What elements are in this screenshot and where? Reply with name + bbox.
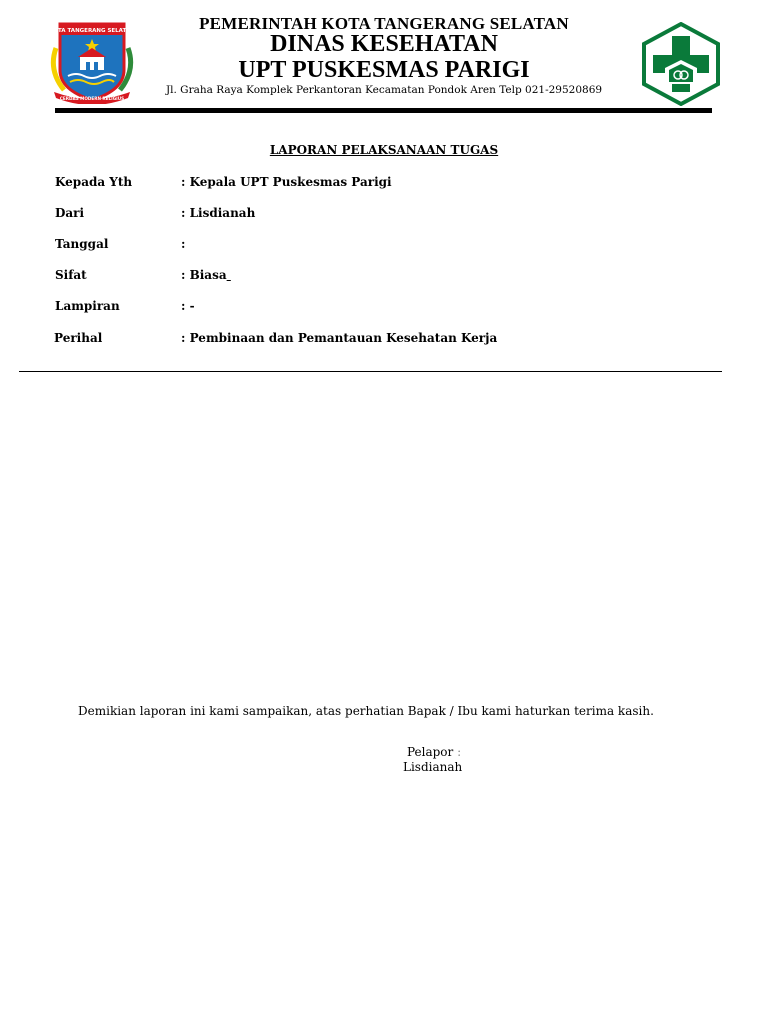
puskesmas-cross-icon	[641, 22, 721, 106]
signature-name: Lisdianah	[403, 760, 463, 774]
signature-role	[407, 745, 461, 759]
field-label-tanggal: Tanggal	[55, 237, 109, 251]
field-label-lampiran: Lampiran	[55, 299, 120, 313]
field-value-tanggal: :	[181, 237, 186, 251]
field-value-dari: : Lisdianah	[181, 206, 256, 220]
field-label-kepada: Kepada Yth	[55, 175, 133, 189]
signature-role-label: Pelapor	[407, 745, 454, 759]
field-value-lampiran: : -	[181, 299, 195, 313]
header-department-name: DINAS KESEHATAN	[270, 31, 498, 57]
field-value-sifat: : Biasa	[181, 268, 227, 282]
header-government-name: PEMERINTAH KOTA TANGERANG SELATAN	[199, 14, 569, 33]
field-label-perihal: Perihal	[54, 331, 103, 345]
svg-text:CERDAS MODERN RELIGIUS: CERDAS MODERN RELIGIUS	[59, 96, 125, 101]
section-divider	[19, 371, 722, 372]
closing-statement: Demikian laporan ini kami sampaikan, atas perhatian Bapak / Ibu kami haturkan terima kasih.	[78, 704, 654, 718]
header-divider	[55, 108, 712, 113]
field-label-sifat: Sifat	[55, 268, 87, 282]
header-address: Jl. Graha Raya Komplek Perkantoran Kecamatan Pondok Aren Telp 021-29520869	[165, 84, 603, 96]
field-label-dari: Dari	[55, 206, 85, 220]
report-title: LAPORAN PELAKSANAAN TUGAS	[269, 143, 499, 157]
header-unit-name: UPT PUSKESMAS PARIGI	[238, 57, 530, 83]
field-value-perihal: : Pembinaan dan Pemantauan Kesehatan Kerja	[181, 331, 498, 345]
signature-role-colon: :	[457, 745, 462, 759]
svg-text:KOTA TANGERANG SELATAN: KOTA TANGERANG SELATAN	[49, 28, 135, 34]
field-value-kepada: : Kepala UPT Puskesmas Parigi	[181, 175, 392, 189]
